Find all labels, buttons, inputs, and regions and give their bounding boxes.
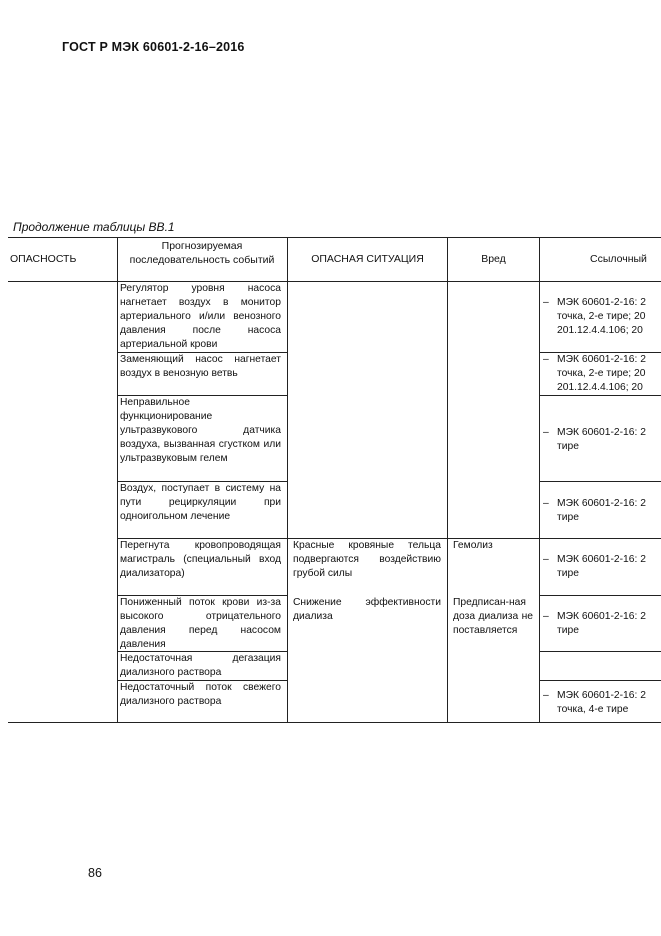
table-bottom-border bbox=[8, 722, 661, 723]
header-sequence: Прогнозируемая последовательность событий bbox=[129, 240, 275, 266]
row-divider bbox=[539, 395, 661, 396]
reference-cell: – МЭК 60601-2-16: 2 точка, 4-е тире bbox=[543, 690, 646, 715]
reference-cell: – МЭК 60601-2-16: 2 тире bbox=[543, 554, 646, 579]
document-header: ГОСТ Р МЭК 60601-2-16–2016 bbox=[62, 40, 245, 54]
reference-cell: – МЭК 60601-2-16: 2 тире bbox=[543, 498, 646, 523]
column-divider bbox=[287, 237, 288, 723]
table-caption: Продолжение таблицы BB.1 bbox=[13, 220, 175, 234]
header-bottom-border bbox=[8, 281, 661, 282]
header-situation: ОПАСНАЯ СИТУАЦИЯ bbox=[311, 253, 424, 265]
situation-cell: Красные кровяные тельца подвергаются воздействию грубой силы bbox=[293, 540, 441, 579]
page-number: 86 bbox=[88, 866, 102, 880]
harm-cell: Гемолиз bbox=[453, 540, 493, 551]
header-harm: Вред bbox=[481, 253, 506, 265]
row-divider bbox=[539, 680, 661, 681]
reference-cell: – МЭК 60601-2-16: 2 тире bbox=[543, 611, 646, 636]
sequence-cell: Пониженный поток крови из-за высокого отрицательного давления перед насосом давления bbox=[120, 597, 281, 650]
sequence-cell: Неправильное функционирование ультразвукового датчика воздуха, вызванная сгустком или ультразвуковым гелем bbox=[120, 397, 281, 464]
situation-cell: Снижение эффективности диализа bbox=[293, 597, 441, 622]
column-divider bbox=[447, 237, 448, 723]
header-hazard: ОПАСНОСТЬ bbox=[10, 253, 77, 265]
reference-cell: – МЭК 60601-2-16: 2 точка, 2-е тире; 20 201.12.4.4.106; 20 bbox=[543, 354, 646, 393]
table-top-border bbox=[8, 237, 661, 238]
column-divider bbox=[539, 237, 540, 723]
row-divider bbox=[539, 595, 661, 596]
sequence-cell: Недостаточная дегазация диализного раствора bbox=[120, 653, 281, 678]
sequence-cell: Воздух, поступает в систему на пути рециркуляции при одноигольном лечение bbox=[120, 483, 281, 522]
row-divider bbox=[539, 481, 661, 482]
harm-cell: Предписан-ная доза диализа не поставляется bbox=[453, 597, 533, 636]
reference-cell: – МЭК 60601-2-16: 2 точка, 2-е тире; 20 201.12.4.4.106; 20 bbox=[543, 297, 646, 336]
sequence-cell: Заменяющий насос нагнетает воздух в венозную ветвь bbox=[120, 354, 281, 379]
header-reference: Ссылочный bbox=[590, 253, 647, 265]
sequence-cell: Перегнута кровопроводящая магистраль (специальный вход диализатора) bbox=[120, 540, 281, 579]
reference-cell: – МЭК 60601-2-16: 2 тире bbox=[543, 427, 646, 452]
sequence-cell: Недостаточный поток свежего диализного раствора bbox=[120, 682, 281, 707]
row-divider bbox=[539, 651, 661, 652]
column-divider bbox=[117, 237, 118, 723]
sequence-cell: Регулятор уровня насоса нагнетает воздух в монитор артериального и/или венозного давления после насоса артериальной крови bbox=[120, 283, 281, 350]
